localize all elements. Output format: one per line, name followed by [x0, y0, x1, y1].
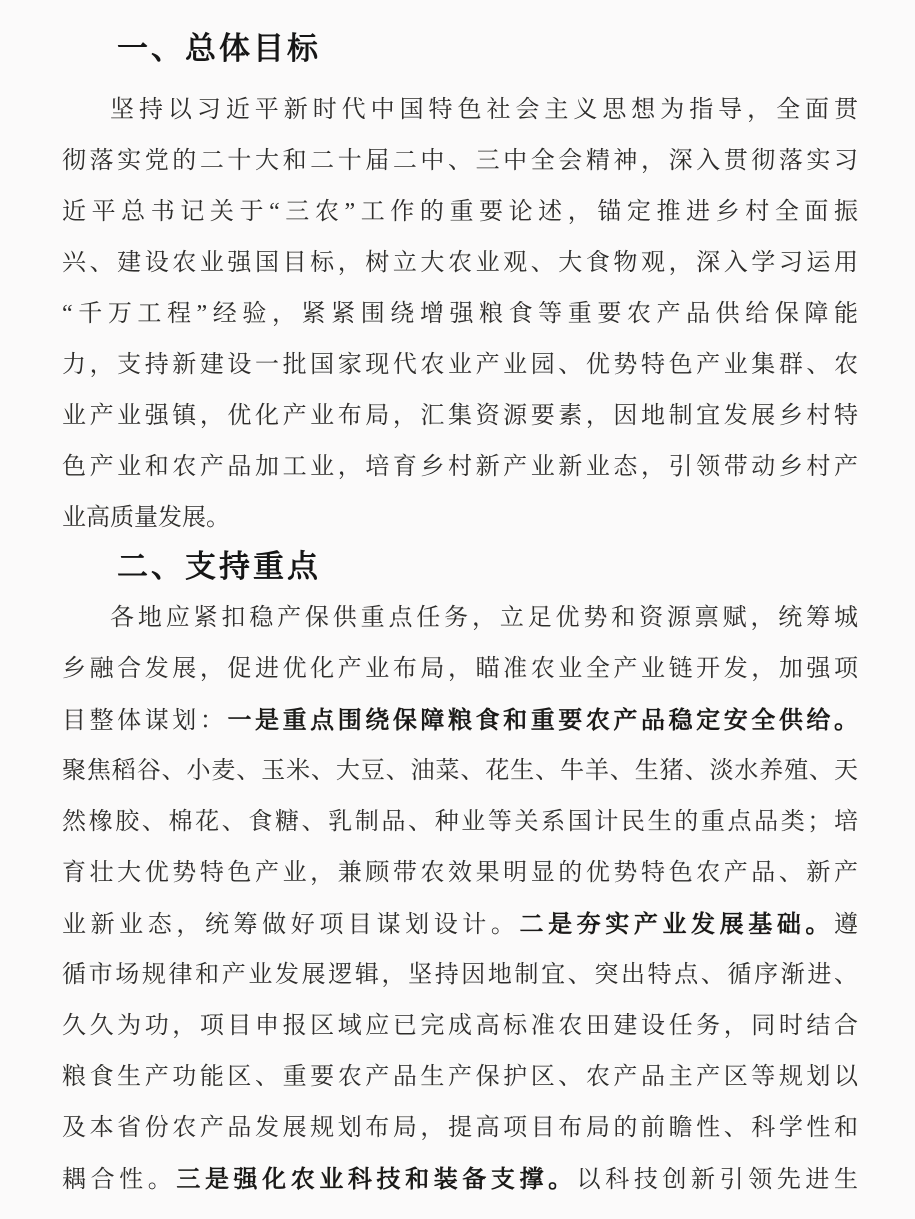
text-segment: 久久为功，项目申报区域应已完成高标准农田建设任务，同时结合 [62, 1013, 858, 1039]
text-segment: 然橡胶、棉花、食糖、乳制品、种业等关系国计民生的重点品类；培 [62, 809, 858, 835]
text-segment: 循市场规律和产业发展逻辑，坚持因地制宜、突出特点、循序渐进、 [62, 962, 858, 988]
text-segment: 业新业态，统筹做好项目谋划设计。 [62, 912, 520, 938]
text-segment: 彻落实党的二十大和二十届二中、三中全会精神，深入贯彻落实习 [62, 148, 858, 174]
text-segment: 各地应紧扣稳产保供重点任务，立足优势和资源禀赋，统筹城 [110, 605, 858, 631]
section-2 [62, 544, 858, 1205]
text-line [62, 746, 858, 797]
document-body [62, 26, 858, 1205]
text-segment: 业产业强镇，优化产业布局，汇集资源要素，因地制宜发展乡村特 [62, 403, 858, 429]
text-line [62, 644, 858, 695]
text-segment: 坚持以习近平新时代中国特色社会主义思想为指导，全面贯 [110, 97, 858, 123]
text-line [62, 442, 858, 493]
text-line [62, 848, 858, 899]
text-line [62, 899, 858, 950]
text-segment: 色产业和农产品加工业，培育乡村新产业新业态，引领带动乡村产 [62, 454, 858, 480]
section-heading: 一、总体目标 [117, 31, 321, 66]
text-segment: 目整体谋划： [62, 708, 228, 734]
text-line [62, 493, 858, 544]
text-segment: 业高质量发展。 [62, 505, 230, 531]
text-segment: “千万工程”经验，紧紧围绕增强粮食等重要农产品供给保障能 [62, 301, 858, 327]
text-segment: 一是重点围绕保障粮食和重要农产品稳定安全供给。 [227, 707, 859, 734]
text-segment: 兴、建设农业强国目标，树立大农业观、大食物观，深入学习运用 [62, 250, 858, 276]
text-segment: 近平总书记关于“三农”工作的重要论述，锚定推进乡村全面振 [62, 199, 858, 225]
paragraph [62, 593, 858, 1205]
text-line [62, 340, 858, 391]
text-segment: 耦合性。 [62, 1167, 177, 1193]
text-line [62, 950, 858, 1001]
text-line [62, 85, 858, 136]
text-segment: 遵 [834, 912, 859, 938]
section-heading: 二、支持重点 [117, 549, 321, 584]
text-line [62, 238, 858, 289]
text-line [62, 1154, 858, 1205]
text-line [62, 797, 858, 848]
text-segment: 力，支持新建设一批国家现代农业产业园、优势特色产业集群、农 [62, 352, 858, 378]
text-segment: 聚焦稻谷、小麦、玉米、大豆、油菜、花生、牛羊、生猪、淡水养殖、天 [62, 758, 858, 784]
text-line [62, 1001, 858, 1052]
paragraph [62, 85, 858, 544]
text-line [62, 1052, 858, 1103]
text-segment: 乡融合发展，促进优化产业布局，瞄准农业全产业链开发，加强项 [62, 656, 858, 682]
text-line [62, 136, 858, 187]
text-line [62, 593, 858, 644]
text-segment: 及本省份农产品发展规划布局，提高项目布局的前瞻性、科学性和 [62, 1115, 858, 1141]
text-segment: 三是强化农业科技和装备支撑。 [176, 1166, 577, 1193]
text-segment: 育壮大优势特色产业，兼顾带农效果明显的优势特色农产品、新产 [62, 860, 858, 886]
text-segment: 以科技创新引领先进生 [576, 1167, 859, 1193]
text-line [62, 1103, 858, 1154]
text-line [62, 391, 858, 442]
text-segment: 粮食生产功能区、重要农产品生产保护区、农产品主产区等规划以 [62, 1064, 858, 1090]
text-line [62, 187, 858, 238]
section-1 [62, 26, 858, 544]
text-line [62, 289, 858, 340]
text-segment: 二是夯实产业发展基础。 [519, 911, 835, 938]
text-line [62, 695, 858, 746]
